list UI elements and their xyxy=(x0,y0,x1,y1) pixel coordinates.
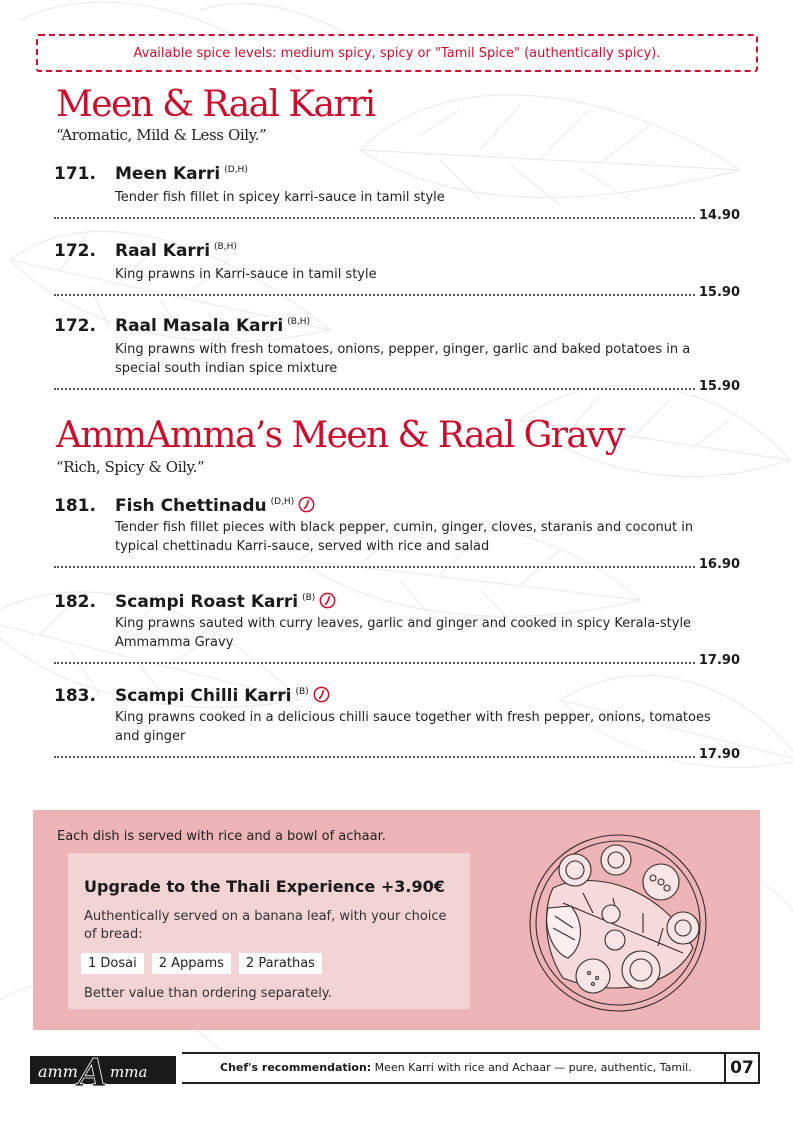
dot-leader xyxy=(54,566,695,568)
item-allergens: (B) xyxy=(302,593,316,603)
chili-icon xyxy=(319,592,336,609)
item-number: 182. xyxy=(54,592,96,612)
svg-text:mma: mma xyxy=(110,1063,148,1081)
item-description: King prawns with fresh tomatoes, onions, pepper, ginger, garlic and baked potatoes in a special south indian spice mixture xyxy=(115,342,691,376)
section-title-meen-raal-karri: Meen & Raal Karri xyxy=(56,84,375,125)
item-description: King prawns in Karri-sauce in tamil style xyxy=(115,267,377,282)
menu-item xyxy=(54,316,740,394)
spice-level-notice xyxy=(36,34,758,72)
item-price: 17.90 xyxy=(698,653,740,668)
item-number: 181. xyxy=(54,496,96,516)
bread-options xyxy=(81,953,322,974)
menu-item xyxy=(54,241,740,300)
item-number: 171. xyxy=(54,164,96,184)
section-tagline: “Rich, Spicy & Oily.” xyxy=(56,458,205,476)
item-description: Tender fish fillet pieces with black pepper, cumin, ginger, cloves, staranis and coconut in typical chettinadu Karri-sauce, served with rice and salad xyxy=(115,520,694,554)
promo-intro: Each dish is served with rice and a bowl of achaar. xyxy=(57,829,386,844)
recommendation-text: Meen Karri with rice and Achaar — pure, authentic, Tamil. xyxy=(371,1061,692,1074)
item-allergens: (D,H) xyxy=(270,497,295,507)
item-name: Scampi Roast Karri xyxy=(115,592,299,612)
item-price: 15.90 xyxy=(698,379,740,394)
thali-note: Better value than ordering separately. xyxy=(84,986,332,1001)
item-price: 17.90 xyxy=(698,747,740,762)
menu-item xyxy=(54,494,740,572)
item-number: 183. xyxy=(54,686,96,706)
bread-option: 1 Dosai xyxy=(81,953,144,974)
item-allergens: (B,H) xyxy=(287,317,311,327)
item-description: King prawns cooked in a delicious chilli sauce together with fresh pepper, onions, tomatoes and ginger xyxy=(115,710,711,744)
section-tagline: “Aromatic, Mild & Less Oily.” xyxy=(56,126,267,144)
svg-text:amm: amm xyxy=(38,1062,78,1081)
menu-item xyxy=(54,684,740,762)
item-allergens: (D,H) xyxy=(224,165,248,175)
chef-recommendation xyxy=(220,1061,692,1074)
chili-icon xyxy=(298,496,315,513)
item-name: Raal Masala Karri xyxy=(115,316,284,336)
dot-leader xyxy=(54,662,695,664)
item-number: 172. xyxy=(54,241,96,261)
dot-leader xyxy=(54,217,695,219)
ammamma-logo xyxy=(30,1052,176,1092)
item-description: King prawns sauted with curry leaves, garlic and ginger and cooked in spicy Kerala-style Ammamma Gravy xyxy=(115,616,692,650)
dot-leader xyxy=(54,388,695,390)
item-description: Tender fish fillet in spicey karri-sauce in tamil style xyxy=(115,190,445,205)
item-name: Meen Karri xyxy=(115,164,221,184)
menu-item xyxy=(54,590,740,668)
chili-icon xyxy=(313,686,330,703)
item-name: Fish Chettinadu xyxy=(115,496,267,516)
item-allergens: (B) xyxy=(295,687,309,697)
svg-text:A: A xyxy=(78,1052,108,1092)
item-number: 172. xyxy=(54,316,96,336)
section-title-ammamma-gravy: AmmAmma’s Meen & Raal Gravy xyxy=(56,415,624,456)
bread-option: 2 Appams xyxy=(152,953,231,974)
spice-notice-text: Available spice levels: medium spicy, spicy or "Tamil Spice" (authentically spicy). xyxy=(133,45,661,61)
thali-upgrade-box xyxy=(68,853,470,1009)
recommendation-label: Chef's recommendation: xyxy=(220,1061,372,1074)
item-name: Raal Karri xyxy=(115,241,211,261)
thali-title: Upgrade to the Thali Experience +3.90€ xyxy=(84,877,445,896)
dot-leader xyxy=(54,756,695,758)
item-allergens: (B,H) xyxy=(214,242,237,252)
item-price: 14.90 xyxy=(698,208,740,223)
thali-description: Authentically served on a banana leaf, with your choice of bread: xyxy=(84,909,447,942)
thali-promo-panel xyxy=(33,810,760,1030)
item-name: Scampi Chilli Karri xyxy=(115,686,292,706)
dot-leader xyxy=(54,294,695,296)
page-number: 07 xyxy=(724,1052,760,1084)
item-price: 16.90 xyxy=(698,557,740,572)
menu-item xyxy=(54,164,740,223)
bread-option: 2 Parathas xyxy=(239,953,322,974)
thali-plate-illustration xyxy=(523,828,713,1018)
item-price: 15.90 xyxy=(698,285,740,300)
footer-recommendation-bar xyxy=(182,1052,760,1084)
